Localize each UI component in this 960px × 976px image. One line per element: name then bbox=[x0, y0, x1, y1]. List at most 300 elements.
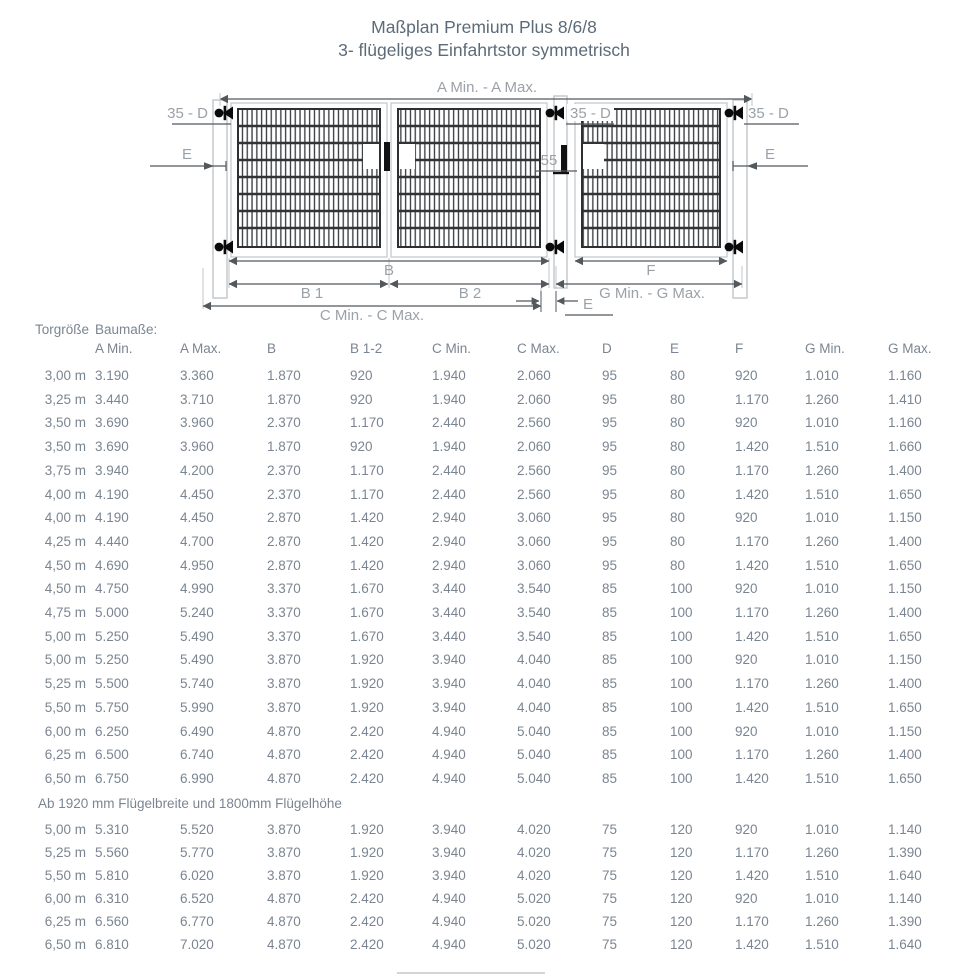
table-cell: 5.250 bbox=[95, 652, 129, 668]
table-cell: 6.770 bbox=[180, 914, 214, 929]
table-cell: 4.020 bbox=[517, 845, 551, 860]
table-cell: 75 bbox=[602, 845, 618, 860]
table-cell: 95 bbox=[602, 557, 618, 573]
table-cell: 1.160 bbox=[888, 415, 922, 431]
cell-torgroesse: 3,25 m bbox=[44, 391, 86, 407]
table-row bbox=[0, 534, 960, 552]
table-cell: 920 bbox=[735, 822, 758, 837]
table-row bbox=[0, 700, 960, 718]
table-cell: 1.640 bbox=[888, 937, 922, 952]
table-cell: 5.500 bbox=[95, 676, 129, 692]
table-cell: 2.420 bbox=[350, 723, 384, 739]
table-row bbox=[0, 415, 960, 433]
table-cell: 2.940 bbox=[432, 510, 466, 526]
table-cell: 3.540 bbox=[517, 628, 551, 644]
table-cell: 95 bbox=[602, 415, 618, 431]
col-header-a-min: A Min. bbox=[95, 341, 133, 356]
cell-torgroesse: 3,75 m bbox=[44, 462, 86, 478]
table-cell: 3.060 bbox=[517, 533, 551, 549]
table-cell: 75 bbox=[602, 891, 618, 906]
table-cell: 4.940 bbox=[432, 891, 466, 906]
table-cell: 1.260 bbox=[805, 914, 839, 929]
table-cell: 5.020 bbox=[517, 937, 551, 952]
dim-g-label: G Min. - G Max. bbox=[599, 285, 705, 302]
table-cell: 1.140 bbox=[888, 891, 922, 906]
table-cell: 5.750 bbox=[95, 699, 129, 715]
table-cell: 85 bbox=[602, 628, 618, 644]
table-cell: 4.200 bbox=[180, 462, 214, 478]
table-cell: 920 bbox=[735, 368, 758, 383]
table-cell: 4.940 bbox=[432, 914, 466, 929]
table-cell: 3.940 bbox=[432, 822, 466, 837]
table-cell: 1.870 bbox=[267, 439, 301, 455]
table-cell: 1.650 bbox=[888, 699, 922, 715]
cell-torgroesse: 4,25 m bbox=[44, 533, 86, 549]
table-cell: 3.870 bbox=[267, 868, 301, 883]
table-row bbox=[0, 771, 960, 789]
cell-torgroesse: 6,50 m bbox=[44, 770, 86, 786]
table-cell: 1.260 bbox=[805, 391, 839, 407]
table-cell: 100 bbox=[670, 699, 693, 715]
table-row bbox=[0, 937, 960, 955]
table-cell: 4.700 bbox=[180, 533, 214, 549]
table-cell: 6.490 bbox=[180, 723, 214, 739]
table-cell: 3.940 bbox=[432, 676, 466, 692]
table-cell: 4.450 bbox=[180, 486, 214, 502]
table-cell: 1.150 bbox=[888, 652, 922, 668]
table-cell: 80 bbox=[670, 415, 686, 431]
table-cell: 80 bbox=[670, 486, 686, 502]
dim-f-label: F bbox=[646, 262, 656, 279]
col-header-g-min: G Min. bbox=[805, 341, 845, 356]
cutoff-line bbox=[397, 972, 545, 974]
table-cell: 1.010 bbox=[805, 368, 839, 383]
table-cell: 120 bbox=[670, 868, 693, 883]
table-cell: 1.650 bbox=[888, 486, 922, 502]
title-line-2: 3- flügeliges Einfahrtstor symmetrisch bbox=[338, 40, 630, 60]
table-cell: 4.020 bbox=[517, 822, 551, 837]
table-cell: 3.370 bbox=[267, 605, 301, 620]
table-cell: 3.960 bbox=[180, 415, 214, 431]
table-cell: 3.940 bbox=[432, 652, 466, 668]
table-cell: 1.420 bbox=[735, 937, 769, 952]
col-header-a-max: A Max. bbox=[180, 341, 222, 356]
table-cell: 920 bbox=[735, 891, 758, 906]
table-cell: 1.420 bbox=[350, 510, 384, 526]
table-cell: 6.990 bbox=[180, 770, 214, 786]
table-cell: 80 bbox=[670, 391, 686, 407]
table-cell: 2.370 bbox=[267, 462, 301, 478]
table-cell: 920 bbox=[735, 415, 758, 431]
col-header-c-max: C Max. bbox=[517, 341, 560, 356]
table-cell: 4.190 bbox=[95, 510, 129, 526]
table-cell: 6.740 bbox=[180, 747, 214, 763]
cell-torgroesse: 5,00 m bbox=[44, 822, 86, 837]
dim-e-bottom-label: E bbox=[582, 296, 594, 313]
table-cell: 1.010 bbox=[805, 822, 839, 837]
table-cell: 3.440 bbox=[432, 581, 466, 597]
table-cell: 2.060 bbox=[517, 368, 551, 383]
table-cell: 1.260 bbox=[805, 605, 839, 620]
table-row bbox=[0, 581, 960, 599]
table-cell: 1.510 bbox=[805, 628, 839, 644]
table-row bbox=[0, 510, 960, 528]
table-row bbox=[0, 891, 960, 909]
table-cell: 1.670 bbox=[350, 605, 384, 620]
table-cell: 3.870 bbox=[267, 822, 301, 837]
table-cell: 85 bbox=[602, 581, 618, 597]
table-cell: 1.510 bbox=[805, 770, 839, 786]
table-cell: 4.040 bbox=[517, 699, 551, 715]
table-cell: 2.870 bbox=[267, 557, 301, 573]
group-header: Baumaße: bbox=[95, 322, 158, 337]
table-cell: 4.870 bbox=[267, 937, 301, 952]
dim-35d-right-label: 35 - D bbox=[748, 105, 789, 122]
table-cell: 80 bbox=[670, 510, 686, 526]
table-cell: 100 bbox=[670, 628, 693, 644]
dim-c-label: C Min. - C Max. bbox=[319, 307, 425, 324]
table-cell: 5.520 bbox=[180, 822, 214, 837]
table-cell: 1.420 bbox=[735, 699, 769, 715]
table-row bbox=[0, 605, 960, 623]
table-cell: 3.940 bbox=[432, 699, 466, 715]
table-cell: 100 bbox=[670, 676, 693, 692]
cell-torgroesse: 4,75 m bbox=[44, 605, 86, 620]
table-cell: 3.190 bbox=[95, 368, 129, 383]
table-cell: 120 bbox=[670, 891, 693, 906]
col-header-f: F bbox=[735, 341, 744, 356]
table-cell: 2.560 bbox=[517, 415, 551, 431]
cell-torgroesse: 5,00 m bbox=[44, 628, 86, 644]
table-cell: 920 bbox=[735, 723, 758, 739]
table-cell: 1.390 bbox=[888, 845, 922, 860]
table-cell: 4.450 bbox=[180, 510, 214, 526]
table-cell: 2.420 bbox=[350, 747, 384, 763]
table-cell: 5.040 bbox=[517, 723, 551, 739]
table-cell: 5.040 bbox=[517, 770, 551, 786]
table-cell: 2.560 bbox=[517, 486, 551, 502]
table-cell: 1.510 bbox=[805, 557, 839, 573]
table-cell: 85 bbox=[602, 652, 618, 668]
table-cell: 1.170 bbox=[735, 605, 769, 620]
table-cell: 1.670 bbox=[350, 628, 384, 644]
table-cell: 920 bbox=[735, 652, 758, 668]
table-cell: 1.260 bbox=[805, 462, 839, 478]
table-cell: 1.400 bbox=[888, 533, 922, 549]
table-cell: 80 bbox=[670, 368, 686, 383]
table-row bbox=[0, 487, 960, 505]
table-cell: 1.510 bbox=[805, 699, 839, 715]
table-cell: 5.250 bbox=[95, 628, 129, 644]
table-cell: 1.160 bbox=[888, 368, 922, 383]
table-cell: 95 bbox=[602, 486, 618, 502]
table-cell: 5.240 bbox=[180, 605, 214, 620]
cell-torgroesse: 5,50 m bbox=[44, 868, 86, 883]
table-cell: 85 bbox=[602, 676, 618, 692]
cell-torgroesse: 5,50 m bbox=[44, 699, 86, 715]
dim-e-right-label: E bbox=[764, 146, 776, 163]
table-cell: 3.060 bbox=[517, 557, 551, 573]
dim-b2-label: B 2 bbox=[458, 285, 482, 302]
col-header-c-min: C Min. bbox=[432, 341, 472, 356]
table-cell: 2.870 bbox=[267, 510, 301, 526]
table-cell: 3.440 bbox=[432, 605, 466, 620]
table-cell: 5.490 bbox=[180, 652, 214, 668]
table-cell: 1.400 bbox=[888, 462, 922, 478]
cell-torgroesse: 3,50 m bbox=[44, 439, 86, 455]
col-header-b: B bbox=[267, 341, 277, 356]
table-cell: 1.420 bbox=[735, 486, 769, 502]
col-header-b12: B 1-2 bbox=[350, 341, 383, 356]
table-cell: 6.500 bbox=[95, 747, 129, 763]
table-cell: 1.170 bbox=[350, 462, 384, 478]
table-cell: 3.960 bbox=[180, 439, 214, 455]
table-cell: 2.370 bbox=[267, 486, 301, 502]
table-cell: 1.260 bbox=[805, 747, 839, 763]
table-cell: 120 bbox=[670, 914, 693, 929]
table-cell: 5.740 bbox=[180, 676, 214, 692]
table-cell: 2.370 bbox=[267, 415, 301, 431]
table-cell: 1.170 bbox=[735, 391, 769, 407]
table-cell: 6.810 bbox=[95, 937, 129, 952]
table-cell: 4.020 bbox=[517, 868, 551, 883]
table-cell: 2.440 bbox=[432, 462, 466, 478]
table-cell: 920 bbox=[350, 391, 373, 407]
table-cell: 4.870 bbox=[267, 891, 301, 906]
table-cell: 1.170 bbox=[350, 486, 384, 502]
table-cell: 6.750 bbox=[95, 770, 129, 786]
dim-55-label: 55 bbox=[540, 152, 558, 169]
table-row bbox=[0, 676, 960, 694]
table-cell: 1.390 bbox=[888, 914, 922, 929]
table-row bbox=[0, 439, 960, 457]
table-cell: 3.870 bbox=[267, 652, 301, 668]
table-cell: 6.560 bbox=[95, 914, 129, 929]
table-cell: 95 bbox=[602, 462, 618, 478]
table-cell: 2.560 bbox=[517, 462, 551, 478]
table-cell: 1.400 bbox=[888, 676, 922, 692]
table-cell: 3.870 bbox=[267, 845, 301, 860]
table-cell: 100 bbox=[670, 581, 693, 597]
table-cell: 4.440 bbox=[95, 533, 129, 549]
table-cell: 1.150 bbox=[888, 510, 922, 526]
table-cell: 120 bbox=[670, 845, 693, 860]
table-row bbox=[0, 868, 960, 886]
table-cell: 3.440 bbox=[432, 628, 466, 644]
table-cell: 5.810 bbox=[95, 868, 129, 883]
table-cell: 1.510 bbox=[805, 439, 839, 455]
table-cell: 2.940 bbox=[432, 557, 466, 573]
cell-torgroesse: 6,00 m bbox=[44, 891, 86, 906]
table-cell: 4.940 bbox=[432, 723, 466, 739]
table-cell: 1.670 bbox=[350, 581, 384, 597]
table-cell: 1.420 bbox=[735, 439, 769, 455]
table-cell: 5.990 bbox=[180, 699, 214, 715]
table-cell: 3.060 bbox=[517, 510, 551, 526]
table-cell: 1.920 bbox=[350, 822, 384, 837]
table-cell: 75 bbox=[602, 868, 618, 883]
table-cell: 1.510 bbox=[805, 868, 839, 883]
cell-torgroesse: 6,50 m bbox=[44, 937, 86, 952]
cell-torgroesse: 3,50 m bbox=[44, 415, 86, 431]
col-header-g-max: G Max. bbox=[888, 341, 932, 356]
table-cell: 1.010 bbox=[805, 891, 839, 906]
table-cell: 1.420 bbox=[735, 868, 769, 883]
table-cell: 80 bbox=[670, 533, 686, 549]
dim-a-label: A Min. - A Max. bbox=[436, 79, 538, 96]
table-cell: 1.410 bbox=[888, 391, 922, 407]
table-cell: 2.060 bbox=[517, 391, 551, 407]
table-cell: 1.010 bbox=[805, 510, 839, 526]
table-row bbox=[0, 914, 960, 932]
table-cell: 1.650 bbox=[888, 770, 922, 786]
table-row bbox=[0, 822, 960, 840]
col-header-d: D bbox=[602, 341, 612, 356]
table-cell: 4.690 bbox=[95, 557, 129, 573]
table-cell: 3.360 bbox=[180, 368, 214, 383]
table-cell: 85 bbox=[602, 770, 618, 786]
table-cell: 1.940 bbox=[432, 391, 466, 407]
table-cell: 1.510 bbox=[805, 486, 839, 502]
table-cell: 2.440 bbox=[432, 415, 466, 431]
table-cell: 4.190 bbox=[95, 486, 129, 502]
table-cell: 1.640 bbox=[888, 868, 922, 883]
cell-torgroesse: 4,00 m bbox=[44, 486, 86, 502]
table-cell: 4.940 bbox=[432, 770, 466, 786]
table-cell: 4.950 bbox=[180, 557, 214, 573]
table-cell: 75 bbox=[602, 937, 618, 952]
table-cell: 80 bbox=[670, 439, 686, 455]
table-cell: 3.540 bbox=[517, 605, 551, 620]
table-cell: 3.370 bbox=[267, 581, 301, 597]
table-cell: 1.150 bbox=[888, 581, 922, 597]
table-cell: 95 bbox=[602, 533, 618, 549]
table-row bbox=[0, 558, 960, 576]
table-cell: 100 bbox=[670, 747, 693, 763]
table-cell: 95 bbox=[602, 368, 618, 383]
table-cell: 2.870 bbox=[267, 533, 301, 549]
table-cell: 100 bbox=[670, 652, 693, 668]
table-cell: 1.010 bbox=[805, 652, 839, 668]
table-cell: 1.510 bbox=[805, 937, 839, 952]
cell-torgroesse: 5,00 m bbox=[44, 652, 86, 668]
table-cell: 5.000 bbox=[95, 605, 129, 620]
table-cell: 1.170 bbox=[735, 462, 769, 478]
table-cell: 2.420 bbox=[350, 914, 384, 929]
table-cell: 1.420 bbox=[350, 533, 384, 549]
table-cell: 3.690 bbox=[95, 439, 129, 455]
table-cell: 100 bbox=[670, 770, 693, 786]
table-cell: 100 bbox=[670, 723, 693, 739]
cell-torgroesse: 6,25 m bbox=[44, 914, 86, 929]
table-cell: 4.750 bbox=[95, 581, 129, 597]
table-row bbox=[0, 368, 960, 386]
table-cell: 4.870 bbox=[267, 914, 301, 929]
table-cell: 5.020 bbox=[517, 914, 551, 929]
table-cell: 6.250 bbox=[95, 723, 129, 739]
dim-b1-label: B 1 bbox=[300, 285, 324, 302]
table-cell: 4.870 bbox=[267, 770, 301, 786]
table-cell: 4.990 bbox=[180, 581, 214, 597]
table-cell: 1.260 bbox=[805, 845, 839, 860]
cell-torgroesse: 6,25 m bbox=[44, 747, 86, 763]
table-header-group bbox=[0, 322, 960, 340]
table-cell: 2.060 bbox=[517, 439, 551, 455]
table-cell: 1.920 bbox=[350, 845, 384, 860]
dim-b-label: B bbox=[383, 262, 395, 279]
table-cell: 3.440 bbox=[95, 391, 129, 407]
table-cell: 95 bbox=[602, 510, 618, 526]
table-cell: 1.170 bbox=[735, 914, 769, 929]
table-cell: 6.520 bbox=[180, 891, 214, 906]
table-cell: 1.870 bbox=[267, 368, 301, 383]
table-cell: 1.140 bbox=[888, 822, 922, 837]
dim-35d-left-label: 35 - D bbox=[167, 105, 208, 122]
table-cell: 1.170 bbox=[735, 676, 769, 692]
table-cell: 1.170 bbox=[735, 533, 769, 549]
dim-35d-middle-label: 35 - D bbox=[570, 105, 611, 122]
table-cell: 1.420 bbox=[350, 557, 384, 573]
col1-header: Torgröße bbox=[35, 322, 90, 337]
table-cell: 3.370 bbox=[267, 628, 301, 644]
table-cell: 3.940 bbox=[432, 845, 466, 860]
table-cell: 4.040 bbox=[517, 676, 551, 692]
table-cell: 3.940 bbox=[432, 868, 466, 883]
table-cell: 1.400 bbox=[888, 605, 922, 620]
table-cell: 2.420 bbox=[350, 937, 384, 952]
table-cell: 1.170 bbox=[350, 415, 384, 431]
table-cell: 85 bbox=[602, 605, 618, 620]
table-cell: 100 bbox=[670, 605, 693, 620]
section-note: Ab 1920 mm Flügelbreite und 1800mm Flügelhöhe bbox=[38, 796, 342, 811]
table-row bbox=[0, 392, 960, 410]
title-line-1: Maßplan Premium Plus 8/6/8 bbox=[371, 17, 597, 37]
table-cell: 6.310 bbox=[95, 891, 129, 906]
table-cell: 1.010 bbox=[805, 581, 839, 597]
table-cell: 75 bbox=[602, 822, 618, 837]
col-header-e: E bbox=[670, 341, 680, 356]
table-cell: 1.420 bbox=[735, 557, 769, 573]
table-cell: 1.870 bbox=[267, 391, 301, 407]
table-cell: 4.870 bbox=[267, 747, 301, 763]
table-cell: 920 bbox=[735, 581, 758, 597]
cell-torgroesse: 4,50 m bbox=[44, 581, 86, 597]
table-cell: 1.650 bbox=[888, 628, 922, 644]
table-cell: 1.920 bbox=[350, 699, 384, 715]
table-cell: 7.020 bbox=[180, 937, 214, 952]
table-cell: 4.940 bbox=[432, 747, 466, 763]
table-cell: 1.920 bbox=[350, 868, 384, 883]
table-cell: 1.170 bbox=[735, 845, 769, 860]
table-cell: 1.010 bbox=[805, 723, 839, 739]
table-cell: 1.010 bbox=[805, 415, 839, 431]
table-cell: 6.020 bbox=[180, 868, 214, 883]
table-cell: 120 bbox=[670, 937, 693, 952]
table-cell: 1.420 bbox=[735, 770, 769, 786]
table-cell: 5.560 bbox=[95, 845, 129, 860]
table-row bbox=[0, 652, 960, 670]
table-cell: 1.400 bbox=[888, 747, 922, 763]
table-cell: 3.940 bbox=[95, 462, 129, 478]
table-cell: 920 bbox=[350, 439, 373, 455]
table-cell: 1.940 bbox=[432, 439, 466, 455]
table-cell: 3.710 bbox=[180, 391, 214, 407]
table-cell: 3.540 bbox=[517, 581, 551, 597]
table-cell: 85 bbox=[602, 699, 618, 715]
table-cell: 2.440 bbox=[432, 486, 466, 502]
table-cell: 85 bbox=[602, 747, 618, 763]
table-cell: 1.260 bbox=[805, 676, 839, 692]
